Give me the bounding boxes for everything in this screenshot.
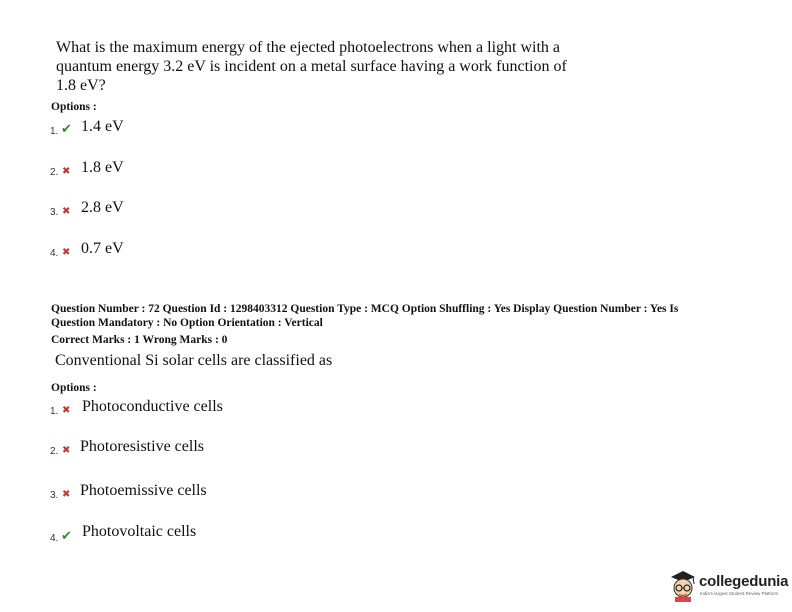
cross-icon: ✖ (62, 206, 71, 217)
option-text: 1.8 eV (81, 159, 124, 176)
option-number: 1. (50, 406, 59, 417)
option-number: 3. (50, 207, 59, 218)
check-icon: ✔ (61, 529, 72, 544)
option-text: 1.4 eV (81, 118, 124, 135)
question-meta-line: Question Number : 72 Question Id : 1298403312 Question Type : MCQ Option Shuffling : Yes Display Question Number : Yes Is (51, 303, 679, 315)
question-1-line: quantum energy 3.2 eV is incident on a metal surface having a work function of (56, 58, 567, 75)
option-number: 4. (50, 533, 59, 544)
check-icon: ✔ (61, 122, 72, 137)
option-number: 2. (50, 446, 59, 457)
option-number: 1. (50, 126, 59, 137)
cross-icon: ✖ (62, 166, 71, 177)
question-1-line: 1.8 eV? (56, 77, 106, 94)
question-1-option-4 (50, 240, 350, 264)
question-2-marks: Correct Marks : 1 Wrong Marks : 0 (51, 334, 228, 346)
collegedunia-logo (668, 568, 788, 604)
question-meta-line: Question Mandatory : No Option Orientation : Vertical (51, 317, 323, 329)
question-1-text (56, 38, 567, 95)
cross-icon: ✖ (62, 247, 71, 258)
option-text: Photoresistive cells (80, 438, 204, 455)
question-1-option-2 (50, 159, 350, 183)
option-number: 4. (50, 248, 59, 259)
option-text: Photovoltaic cells (82, 523, 197, 540)
cross-icon: ✖ (62, 405, 71, 416)
option-number: 2. (50, 167, 59, 178)
option-text: Photoconductive cells (82, 398, 223, 415)
question-1-option-3 (50, 199, 350, 223)
question-2-option-3 (50, 482, 350, 506)
option-number: 3. (50, 490, 59, 501)
option-text: Photoemissive cells (80, 482, 207, 499)
option-text: 2.8 eV (81, 199, 124, 216)
logo-tagline: India's largest Student Review Platform (700, 591, 779, 596)
question-2-option-2 (50, 438, 350, 462)
question-2-text: Conventional Si solar cells are classified as (55, 352, 333, 369)
question-2-meta (51, 302, 678, 330)
question-1-options-label: Options : (51, 101, 97, 113)
question-1-option-1 (50, 118, 350, 142)
cross-icon: ✖ (62, 489, 71, 500)
logo-name: collegedunia (699, 573, 789, 590)
mascot-icon (668, 568, 698, 602)
option-text: 0.7 eV (81, 240, 124, 257)
question-2-option-1 (50, 398, 350, 422)
cross-icon: ✖ (62, 445, 71, 456)
question-1-line: What is the maximum energy of the ejected photoelectrons when a light with a (56, 39, 560, 56)
question-2-options-label: Options : (51, 382, 97, 394)
question-2-option-4 (50, 523, 350, 547)
